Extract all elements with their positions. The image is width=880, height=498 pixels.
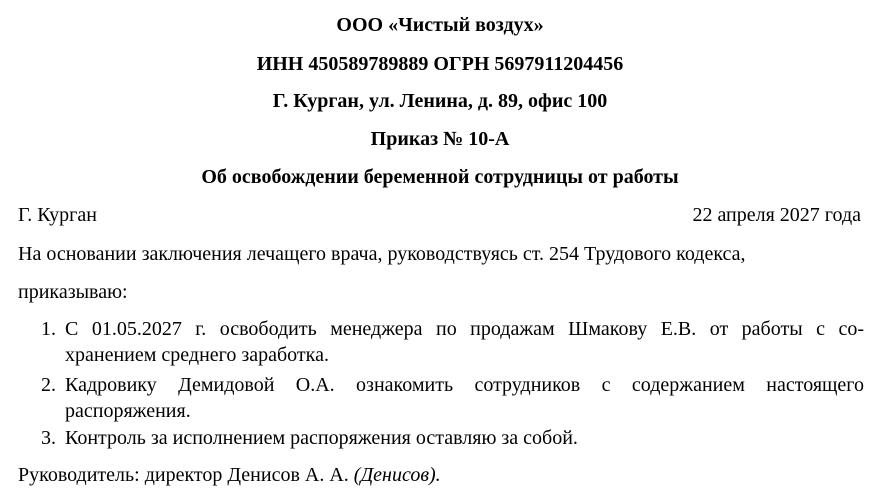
order-date: 22 апреля 2027 года [692,204,861,226]
signature-line [18,463,441,487]
order-word: приказываю: [18,281,128,303]
list-item [41,425,864,451]
place-date-row [18,203,861,227]
item-text-line2: распоряжения. [65,400,191,422]
item-text-line1: С 01.05.2027 г. освободить менеджера по продажам Шмакову Е.В. от работы с со- [65,318,864,340]
item-number: 1. [41,318,56,340]
item-number: 2. [41,374,56,396]
item-text-line1: Кадровику Демидовой О.А. ознакомить сотрудников с содержанием настоящего [65,374,864,396]
item-number: 3. [41,427,56,449]
city-label: Г. Курган [18,204,97,226]
order-subject: Об освобождении беременной сотрудницы от работы [201,166,679,188]
company-name: ООО «Чистый воздух» [336,14,544,36]
signature-handwritten: (Денисов). [353,464,441,486]
basis-text: На основании заключения лечащего врача, руководствуясь ст. 254 Трудового кодекса, [18,243,746,265]
order-title: Приказ № 10-А [370,128,510,150]
item-text-line1: Контроль за исполнением распоряжения оставляю за собой. [65,427,578,449]
item-text-line2: хранением среднего заработка. [65,344,329,366]
signature-label: Руководитель: директор Денисов А. А. [18,464,349,486]
list-item [41,316,864,368]
company-address: Г. Курган, ул. Ленина, д. 89, офис 100 [272,90,608,112]
company-ids: ИНН 450589789889 ОГРН 5697911204456 [256,53,624,75]
list-item [41,372,864,424]
